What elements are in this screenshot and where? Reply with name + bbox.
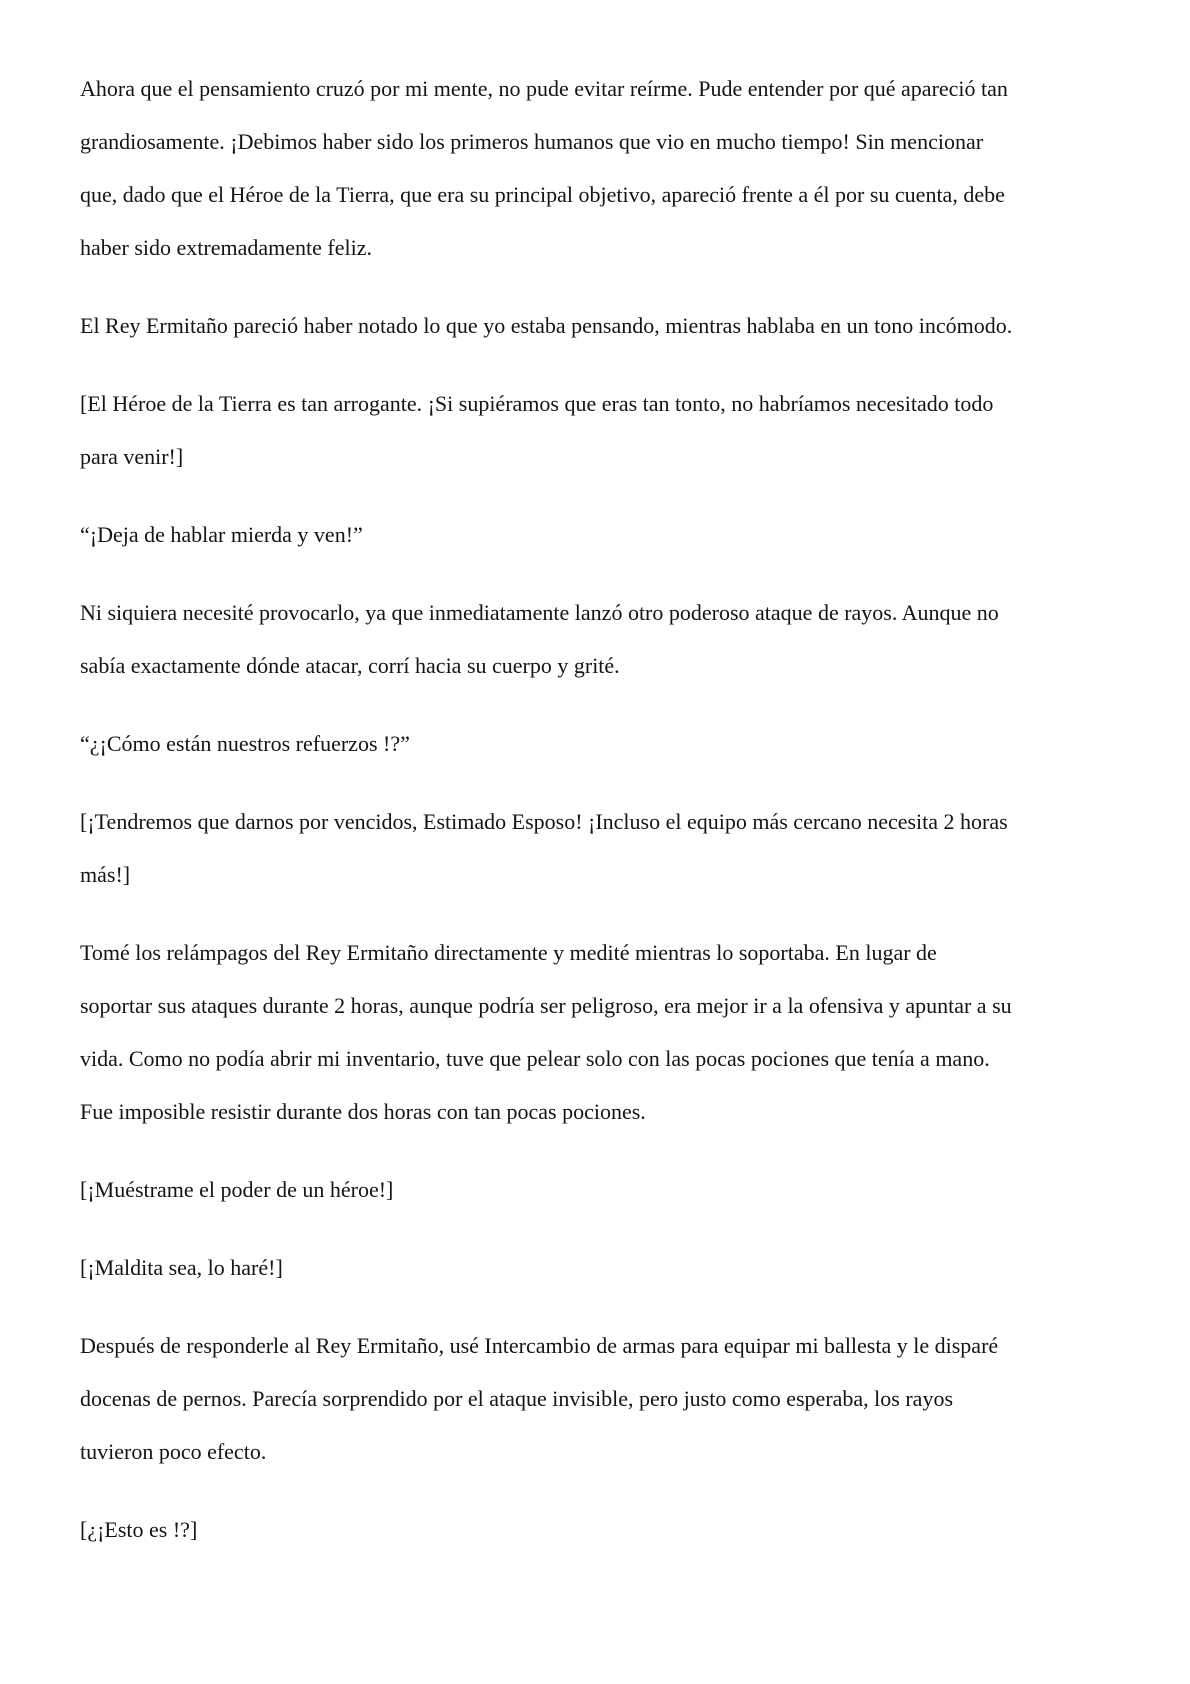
paragraph: [80, 299, 1110, 352]
text-line: Después de responderle al Rey Ermitaño, usé Intercambio de armas para equipar mi ballesta y le disparé: [80, 1333, 999, 1358]
paragraph: [80, 717, 1110, 770]
paragraph: [80, 1241, 1110, 1294]
text-line: [¿¡Esto es !?]: [80, 1517, 198, 1542]
text-line: Ahora que el pensamiento cruzó por mi mente, no pude evitar reírme. Pude entender por qué apareció tan: [80, 76, 1008, 101]
text-line: Fue imposible resistir durante dos horas con tan pocas pociones.: [80, 1099, 646, 1124]
text-line: sabía exactamente dónde atacar, corrí hacia su cuerpo y grité.: [80, 653, 620, 678]
text-line: [¡Maldita sea, lo haré!]: [80, 1255, 283, 1280]
text-line: El Rey Ermitaño pareció haber notado lo que yo estaba pensando, mientras hablaba en un tono incómodo.: [80, 313, 1013, 338]
text-line: para venir!]: [80, 444, 184, 469]
paragraph: [80, 795, 1110, 901]
text-line: grandiosamente. ¡Debimos haber sido los primeros humanos que vio en mucho tiempo! Sin mencionar: [80, 129, 984, 154]
text-line: tuvieron poco efecto.: [80, 1439, 267, 1464]
text-line: [¡Muéstrame el poder de un héroe!]: [80, 1177, 394, 1202]
text-line: docenas de pernos. Parecía sorprendido por el ataque invisible, pero justo como esperaba, los rayos: [80, 1386, 954, 1411]
text-line: que, dado que el Héroe de la Tierra, que era su principal objetivo, apareció frente a él por su cuenta, debe: [80, 182, 1005, 207]
paragraph: [80, 508, 1110, 561]
text-line: “¿¡Cómo están nuestros refuerzos !?”: [80, 731, 410, 756]
text-line: “¡Deja de hablar mierda y ven!”: [80, 522, 363, 547]
paragraph: [80, 377, 1110, 483]
paragraph: [80, 62, 1110, 274]
text-line: haber sido extremadamente feliz.: [80, 235, 372, 260]
text-line: más!]: [80, 862, 131, 887]
text-line: Ni siquiera necesité provocarlo, ya que inmediatamente lanzó otro poderoso ataque de rayos. Aunque no: [80, 600, 999, 625]
text-line: [¡Tendremos que darnos por vencidos, Estimado Esposo! ¡Incluso el equipo más cercano necesita 2 horas: [80, 809, 1008, 834]
text-line: vida. Como no podía abrir mi inventario, tuve que pelear solo con las pocas pociones que tenía a mano.: [80, 1046, 990, 1071]
text-line: [El Héroe de la Tierra es tan arrogante. ¡Si supiéramos que eras tan tonto, no habríamos necesitado todo: [80, 391, 994, 416]
paragraph: [80, 926, 1110, 1138]
paragraph: [80, 1503, 1110, 1556]
text-line: Tomé los relámpagos del Rey Ermitaño directamente y medité mientras lo soportaba. En lugar de: [80, 940, 937, 965]
paragraph: [80, 1319, 1110, 1478]
text-line: soportar sus ataques durante 2 horas, aunque podría ser peligroso, era mejor ir a la ofensiva y apuntar a su: [80, 993, 1012, 1018]
paragraph: [80, 1163, 1110, 1216]
paragraph: [80, 586, 1110, 692]
